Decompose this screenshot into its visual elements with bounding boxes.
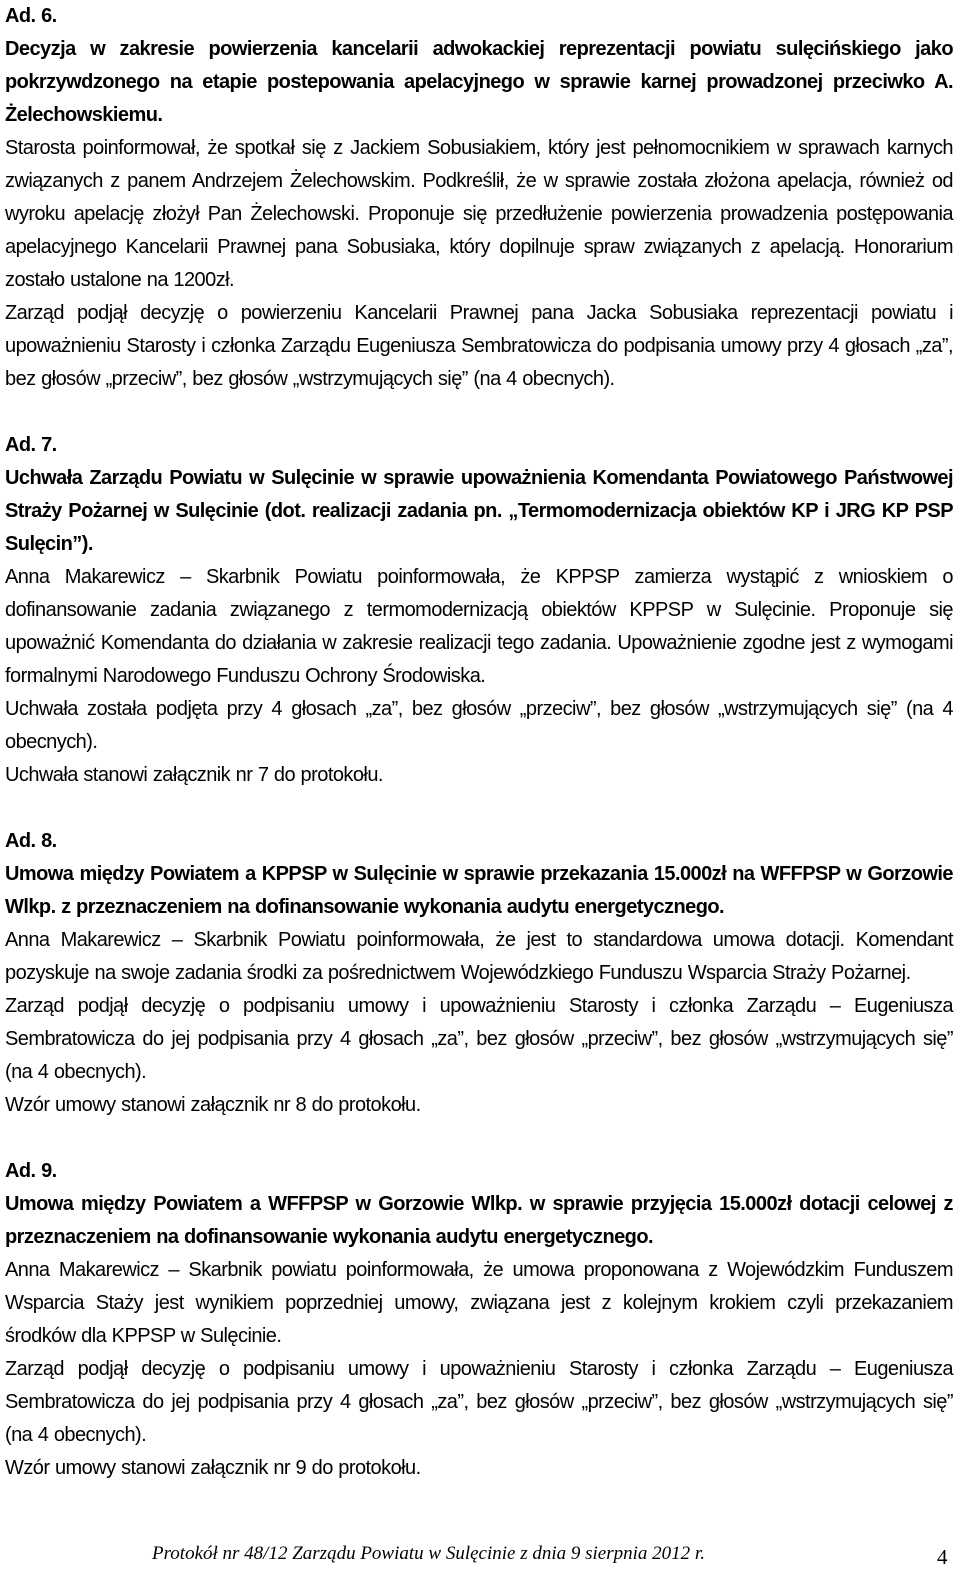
section-ad-9 xyxy=(5,1155,953,1485)
paragraph: Uchwała stanowi załącznik nr 7 do protokołu. xyxy=(5,764,383,786)
section-ad-7 xyxy=(5,429,953,792)
section-ad-8 xyxy=(5,825,953,1122)
paragraph: Uchwała została podjęta przy 4 głosach „za”, bez głosów „przeciw”, bez głosów „wstrzymujących się” (na 4 obecnych). xyxy=(5,698,953,753)
paragraph: Anna Makarewicz – Skarbnik Powiatu poinformowała, że jest to standardowa umowa dotacji. Komendant pozyskuje na swoje zadania środki za pośrednictwem Wojewódzkiego Funduszu Wsparcia Straży Pożarnej. xyxy=(5,929,953,984)
section-heading: Ad. 6. xyxy=(5,5,57,27)
paragraph: Zarząd podjął decyzję o podpisaniu umowy i upoważnieniu Starosty i członka Zarządu – Eugeniusza Sembratowicza do jej podpisania przy 4 głosach „za”, bez głosów „przeciw”, bez głosów „wstrzymujących się” (na 4 obecnych). xyxy=(5,995,953,1083)
paragraph: Wzór umowy stanowi załącznik nr 8 do protokołu. xyxy=(5,1094,421,1116)
document-page xyxy=(5,0,953,1485)
section-spacer xyxy=(5,396,953,429)
section-ad-6 xyxy=(5,0,953,396)
section-spacer xyxy=(5,792,953,825)
paragraph: Zarząd podjął decyzję o powierzeniu Kancelarii Prawnej pana Jacka Sobusiaka reprezentacji powiatu i upoważnieniu Starosty i członka Zarządu Eugeniusza Sembratowicza do podpisania umowy przy 4 głosach „za”, bez głosów „przeciw”, bez głosów „wstrzymujących się” (na 4 obecnych). xyxy=(5,302,953,390)
page-footer: Protokół nr 48/12 Zarządu Powiatu w Sulęcinie z dnia 9 sierpnia 2012 r. xyxy=(152,1543,705,1564)
section-heading: Ad. 8. xyxy=(5,830,57,852)
section-spacer xyxy=(5,1122,953,1155)
paragraph: Zarząd podjął decyzję o podpisaniu umowy i upoważnieniu Starosty i członka Zarządu – Eugeniusza Sembratowicza do jej podpisania przy 4 głosach „za”, bez głosów „przeciw”, bez głosów „wstrzymujących się” (na 4 obecnych). xyxy=(5,1358,953,1446)
section-heading: Ad. 7. xyxy=(5,434,57,456)
section-title: Uchwała Zarządu Powiatu w Sulęcinie w sprawie upoważnienia Komendanta Powiatowego Państwowej Straży Pożarnej w Sulęcinie (dot. realizacji zadania pn. „Termomodernizacja obiektów KP i JRG KP PSP Sulęcin”). xyxy=(5,467,953,555)
paragraph: Anna Makarewicz – Skarbnik powiatu poinformowała, że umowa proponowana z Wojewódzkim Funduszem Wsparcia Staży jest wynikiem poprzedniej umowy, związana jest z kolejnym krokiem czyli przekazaniem środków dla KPPSP w Sulęcinie. xyxy=(5,1259,953,1347)
section-title: Umowa między Powiatem a WFFPSP w Gorzowie Wlkp. w sprawie przyjęcia 15.000zł dotacji celowej z przeznaczeniem na dofinansowanie wykonania audytu energetycznego. xyxy=(5,1193,953,1248)
section-heading: Ad. 9. xyxy=(5,1160,57,1182)
paragraph: Anna Makarewicz – Skarbnik Powiatu poinformowała, że KPPSP zamierza wystąpić z wnioskiem o dofinansowanie zadania związanego z termomodernizacją obiektów KPPSP w Sulęcinie. Proponuje się upoważnić Komendanta do działania w zakresie realizacji tego zadania. Upoważnienie zgodne jest z wymogami formalnymi Narodowego Funduszu Ochrony Środowiska. xyxy=(5,566,953,687)
section-title: Umowa między Powiatem a KPPSP w Sulęcinie w sprawie przekazania 15.000zł na WFFPSP w Gorzowie Wlkp. z przeznaczeniem na dofinansowanie wykonania audytu energetycznego. xyxy=(5,863,953,918)
section-title: Decyzja w zakresie powierzenia kancelarii adwokackiej reprezentacji powiatu sulęcińskiego jako pokrzywdzonego na etapie postepowania apelacyjnego w sprawie karnej prowadzonej przeciwko A. Żelechowskiemu. xyxy=(5,38,953,126)
page-number: 4 xyxy=(937,1545,948,1569)
paragraph: Wzór umowy stanowi załącznik nr 9 do protokołu. xyxy=(5,1457,421,1479)
paragraph: Starosta poinformował, że spotkał się z Jackiem Sobusiakiem, który jest pełnomocnikiem w sprawach karnych związanych z panem Andrzejem Żelechowskim. Podkreślił, że w sprawie została złożona apelacja, również od wyroku apelację złożył Pan Żelechowski. Proponuje się przedłużenie powierzenia prowadzenia postępowania apelacyjnego Kancelarii Prawnej pana Sobusiaka, który dopilnuje spraw związanych z apelacją. Honorarium zostało ustalone na 1200zł. xyxy=(5,137,953,291)
